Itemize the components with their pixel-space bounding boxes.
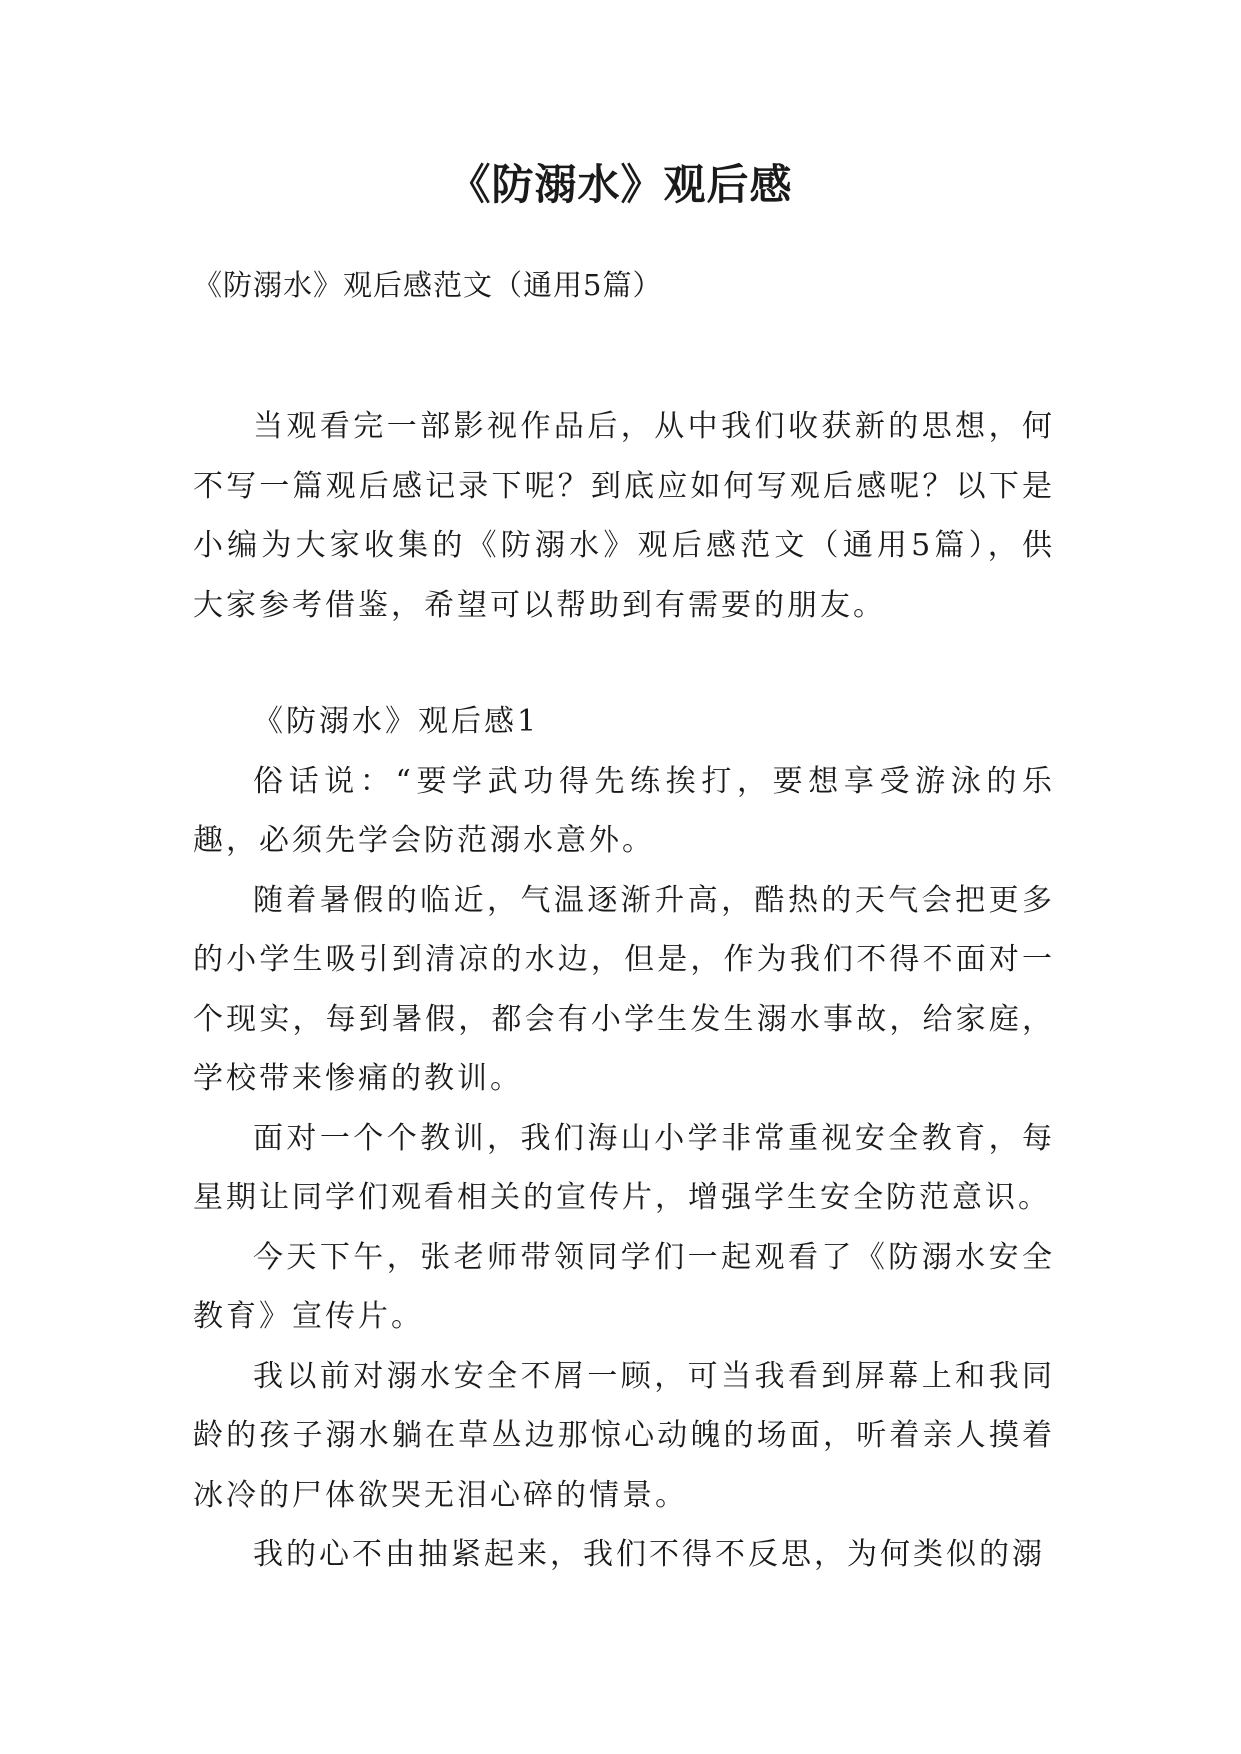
intro-block bbox=[193, 397, 1055, 635]
section-heading: 《防溺水》观后感1 bbox=[253, 704, 540, 739]
body-paragraph: 我以前对溺水安全不屑一顾，可当我看到屏幕上和我同龄的孩子溺水躺在草丛边那惊心动魄的场面，听着亲人摸着冰冷的尸体欲哭无泪心碎的情景。 bbox=[193, 1358, 1055, 1513]
body-paragraph: 今天下午，张老师带领同学们一起观看了《防溺水安全教育》宣传片。 bbox=[193, 1239, 1055, 1334]
essay-body bbox=[193, 692, 1055, 1585]
intro-paragraph: 当观看完一部影视作品后，从中我们收获新的思想，何不写一篇观后感记录下呢？到底应如何写观后感呢？以下是小编为大家收集的《防溺水》观后感范文（通用5篇），供大家参考借鉴，希望可以帮助到有需要的朋友。 bbox=[193, 409, 1055, 623]
document-title: 《防溺水》观后感 bbox=[448, 160, 793, 209]
document-subtitle: 《防溺水》观后感范文（通用5篇） bbox=[193, 268, 663, 302]
body-paragraph: 俗话说：“要学武功得先练挨打，要想享受游泳的乐趣，必须先学会防范溺水意外。 bbox=[193, 763, 1055, 858]
body-paragraph: 我的心不由抽紧起来，我们不得不反思，为何类似的溺 bbox=[253, 1537, 1045, 1572]
body-paragraph: 面对一个个教训，我们海山小学非常重视安全教育，每星期让同学们观看相关的宣传片，增强学生安全防范意识。 bbox=[193, 1120, 1055, 1215]
body-paragraph: 随着暑假的临近，气温逐渐升高，酷热的天气会把更多的小学生吸引到清凉的水边，但是，作为我们不得不面对一个现实，每到暑假，都会有小学生发生溺水事故，给家庭，学校带来惨痛的教训。 bbox=[193, 882, 1055, 1096]
